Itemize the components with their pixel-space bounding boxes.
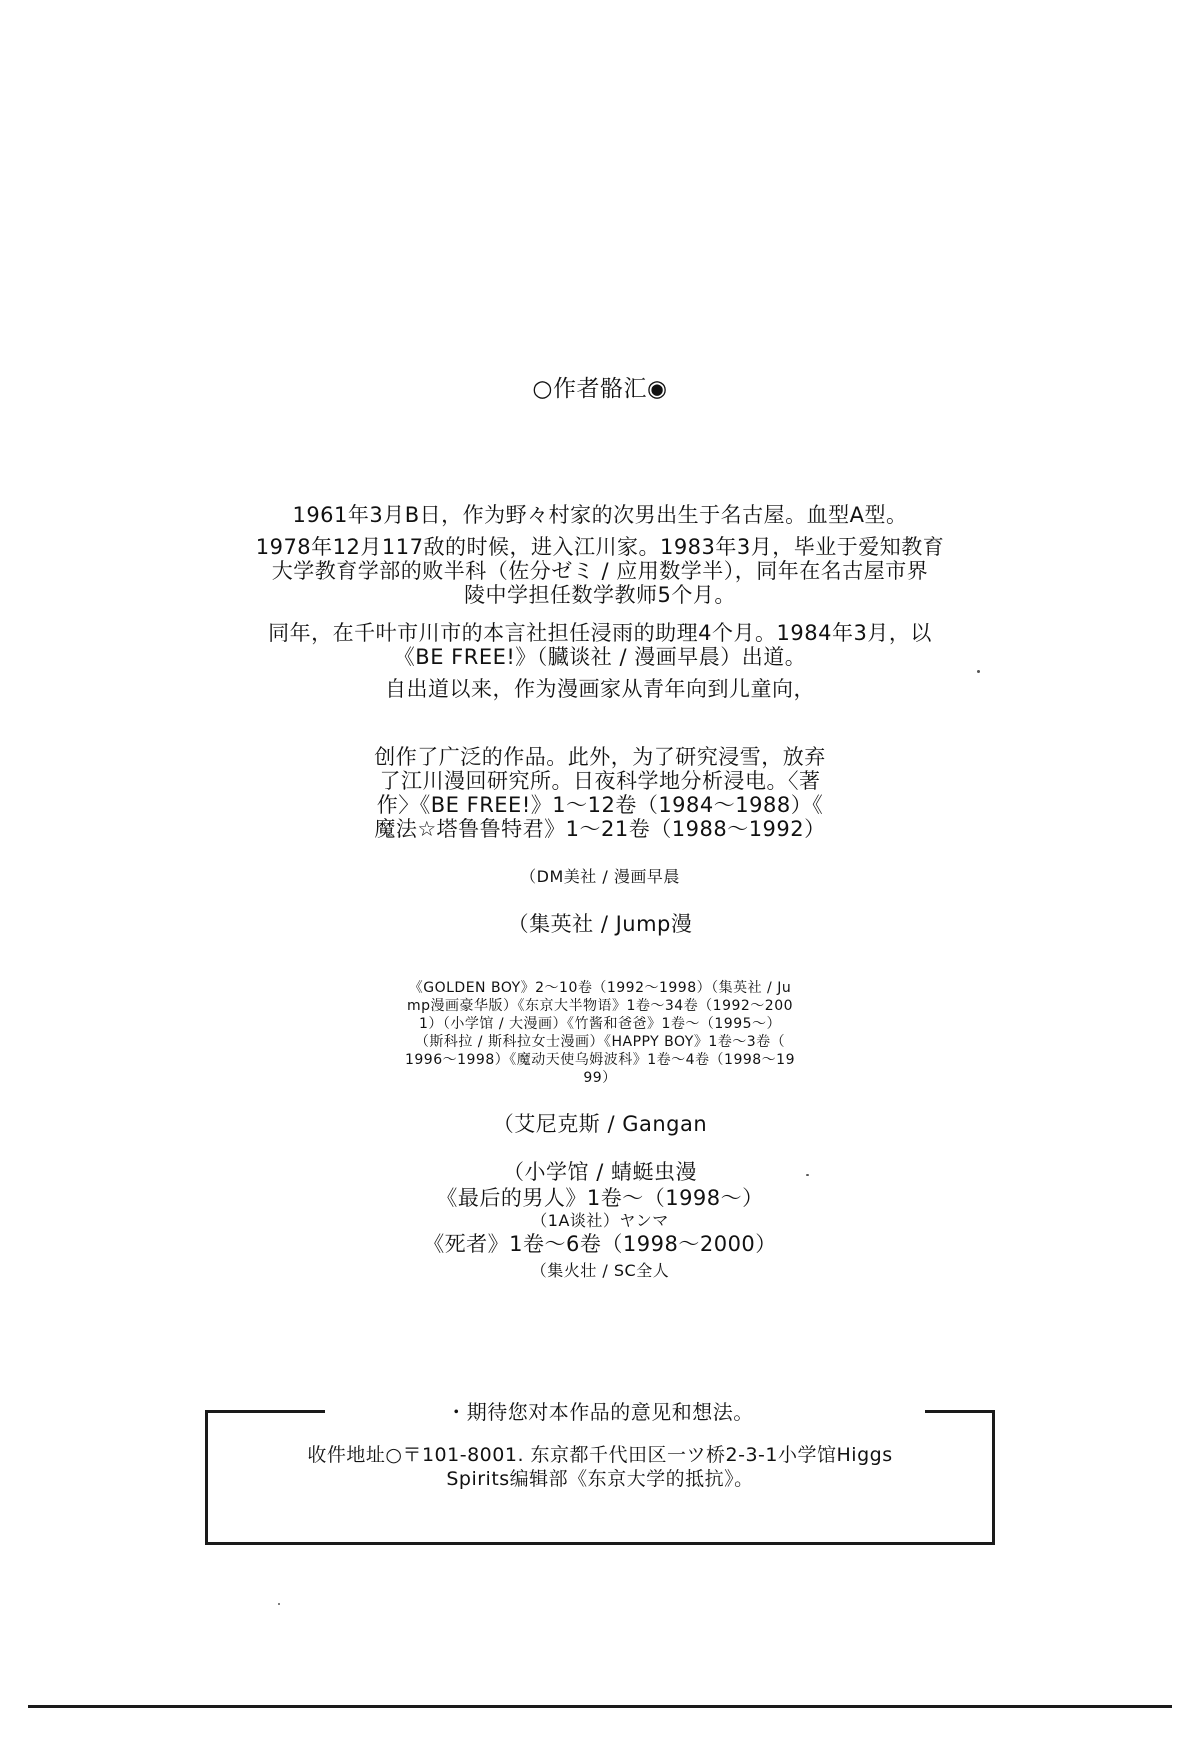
works-line: mp漫画豪华版）《东京大半物语》1卷～34卷（1992～200: [406, 998, 794, 1014]
publisher-note: （艾尼克斯 / Gangan: [492, 1112, 708, 1136]
publisher-note: （集英社 / Jump漫: [507, 912, 693, 936]
publisher-note: （集火壮 / SC全人: [530, 1261, 670, 1280]
address-line: Spirits编辑部《东京大学的抵抗》。: [446, 1468, 754, 1490]
bio-line: 《BE FREE!》（臓谈社 / 漫画早晨）出道。: [393, 645, 807, 669]
publisher-note: （1A谈社）ヤンマ: [531, 1211, 669, 1230]
works-line: 1996～1998）《魔动天使乌姆波科》1卷～4卷（1998～19: [404, 1052, 795, 1068]
works-line: 99）: [583, 1070, 617, 1086]
bio-line: 1978年12月117敌的时候，进入江川家。1983年3月，毕业于爱知教育: [255, 535, 945, 559]
bio-line: 魔法☆塔鲁鲁特君》1～21卷（1988～1992）: [374, 817, 826, 841]
works-line: 《GOLDEN BOY》2～10卷（1992～1998）（集英社 / Ju: [408, 980, 792, 996]
publisher-note: （小学馆 / 蜻蜓虫漫: [503, 1160, 697, 1184]
work-title: 《死者》1卷～6卷（1998～2000）: [423, 1232, 777, 1256]
works-line: 1）（小学馆 / 大漫画）《竹酱和爸爸》1卷～（1995～）: [418, 1016, 782, 1032]
address-line: 收件地址○〒101-8001. 东京都千代田区一ツ桥2-3-1小学馆Higgs: [307, 1444, 893, 1466]
ink-speck: [977, 670, 980, 673]
bio-line: 创作了广泛的作品。此外，为了研究浸雪，放弃: [374, 745, 826, 769]
bio-line: 陵中学担任数学教师5个月。: [464, 583, 736, 607]
ink-speck: [806, 1174, 809, 1176]
bottom-rule: [28, 1705, 1172, 1708]
bio-line: 作〉《BE FREE!》1～12卷（1984～1988）《: [376, 793, 824, 817]
publisher-note: （DM美社 / 漫画早晨: [520, 867, 680, 886]
bio-line: 大学教育学部的败半科（佐分ゼミ / 应用数学半），同年在名古屋市界: [271, 559, 929, 583]
author-profile-title: ○作者骼汇◉: [532, 376, 668, 402]
feedback-title: ・期待您对本作品的意见和想法。: [446, 1400, 754, 1424]
bio-line: 了江川漫回研究所。日夜科学地分析浸电。〈著: [379, 769, 821, 793]
bio-line: 同年，在千叶市川市的本言社担任浸雨的助理4个月。1984年3月，以: [268, 621, 932, 645]
bio-line: 自出道以来，作为漫画家从青年向到儿童向，: [385, 677, 815, 701]
ink-speck: [278, 1603, 280, 1605]
work-title: 《最后的男人》1卷～（1998～）: [436, 1186, 764, 1210]
works-line: （斯科拉 / 斯科拉女士漫画）《HAPPY BOY》1卷～3卷（: [414, 1034, 786, 1050]
bio-line: 1961年3月B日，作为野々村家的次男出生于名古屋。血型A型。: [292, 503, 908, 527]
